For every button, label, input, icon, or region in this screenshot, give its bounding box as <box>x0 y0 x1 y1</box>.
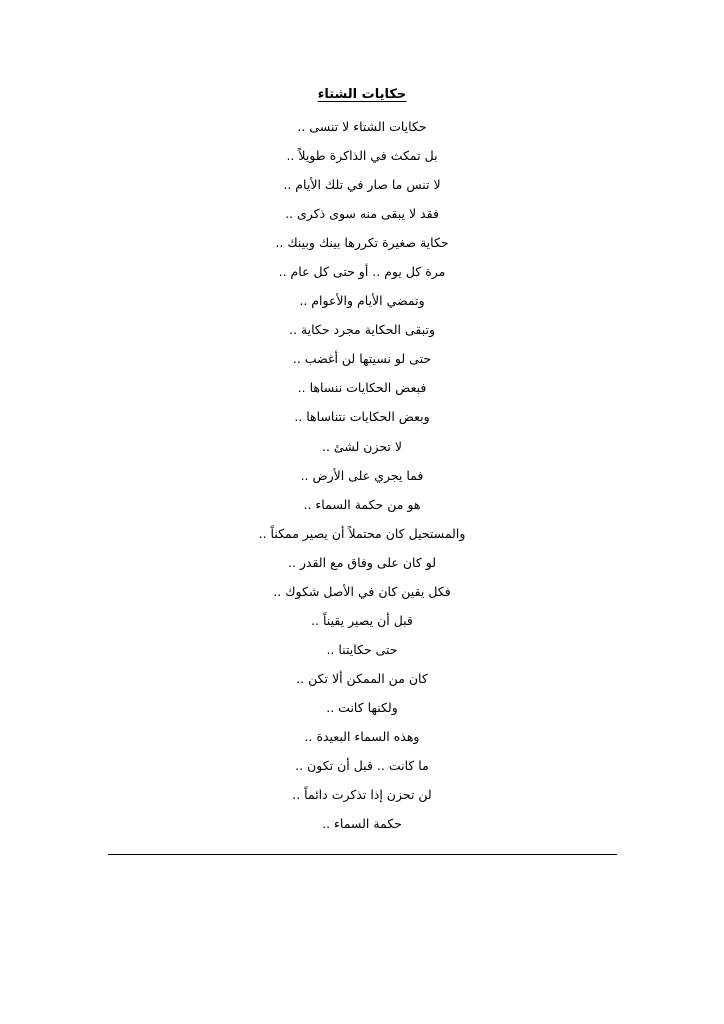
poem-line: كان من الممكن ألا تكن .. <box>296 670 428 686</box>
poem-title-text: حكايات الشتاء <box>317 87 407 102</box>
poem-line: وتمضي الأيام والأعوام .. <box>299 293 425 309</box>
poem-line: وهذه السماء البعيدة .. <box>304 728 420 744</box>
poem-line: فكل يقين كان في الأصل شكوك .. <box>273 583 451 599</box>
poem-line: ولكنها كانت .. <box>326 699 398 715</box>
poem-line: فما يجري على الأرض .. <box>300 467 424 483</box>
poem-body <box>0 118 724 844</box>
poem-line: حتى لو نسيتها لن أغضب .. <box>292 351 432 367</box>
poem-line: فقد لا يبقى منه سوى ذكرى .. <box>285 206 439 222</box>
poem-line: لو كان على وفاق مع القدر .. <box>287 554 437 570</box>
bottom-rule <box>108 854 617 855</box>
poem-line: حكمة السماء .. <box>322 816 402 832</box>
poem-line: حكاية صغيرة تكررها بينك وبينك .. <box>275 235 449 251</box>
poem-line: لا تنس ما صار في تلك الأيام .. <box>283 177 441 193</box>
poem-line: حكايات الشتاء لا تنسى .. <box>297 119 427 134</box>
poem-line: مرة كل يوم .. أو حتى كل عام .. <box>278 264 446 280</box>
poem-line: حتى حكايتنا .. <box>326 641 398 657</box>
poem-title <box>0 87 724 102</box>
poem-line: لا تحزن لشئ .. <box>322 438 402 454</box>
poem-line: بل تمكث في الذاكرة طويلاً .. <box>286 148 438 164</box>
poem-line: وتبقى الحكاية مجرد حكاية .. <box>289 322 435 338</box>
poem-line: هو من حكمة السماء .. <box>303 496 421 512</box>
poem-line: فبعض الحكايات ننساها .. <box>297 380 427 396</box>
poem-line: وبعض الحكايات نتناساها .. <box>294 409 430 425</box>
poem-line: لن تحزن إذا تذكرت دائماً .. <box>292 787 432 803</box>
poem-line: قبل أن يصير يقيناً .. <box>311 612 413 628</box>
poem-line: والمستحيل كان محتملاً أن يصير ممكناً .. <box>258 525 466 541</box>
poem-line: ما كانت .. قبل أن تكون .. <box>295 758 429 774</box>
